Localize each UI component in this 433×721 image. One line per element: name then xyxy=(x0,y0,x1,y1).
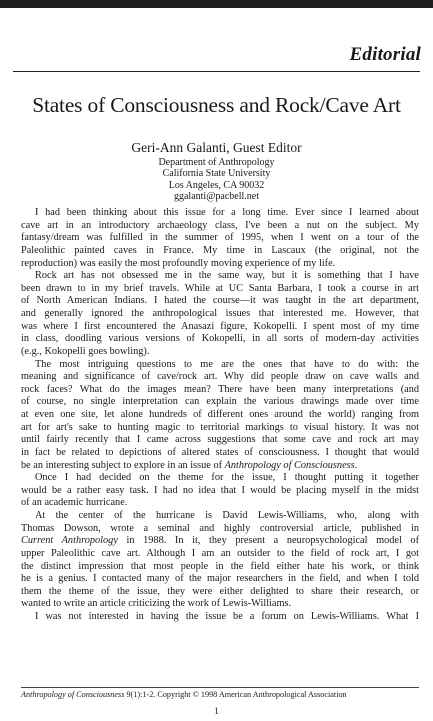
body-line: cave art in an introductory archaeology class, I've been a nut on the subject. My xyxy=(21,219,419,231)
body-line: he is a genius. I contacted many of the major researchers in the field, and when I told xyxy=(21,573,419,585)
affiliation-department: Department of Anthropology xyxy=(158,157,275,168)
body-line: rock faces? What do the images mean? There have been many interpretations (and xyxy=(21,383,419,395)
body-line: fantasy/dream was fulfilled in the summer of 1995, when I went on a tour of the xyxy=(21,232,419,244)
body-line: upper Paleolithic cave art. Although I am an outsider to the field of rock art, I got xyxy=(21,547,419,559)
body-line: of North American Indians. I hated the course—it was taught in the art department, xyxy=(21,295,419,307)
body-paragraph xyxy=(21,611,419,624)
article-body xyxy=(21,207,419,624)
body-line: art for art's sake to hunting magic to territorial markings to visual history. It was not xyxy=(21,421,419,433)
heading-rule xyxy=(13,71,420,72)
body-line: was where I first encountered the Anasazi figure, Kokopelli. I spent most of my time xyxy=(21,320,419,332)
body-line: Current Anthropology in 1988. In it, they present a neuropsychological model of xyxy=(21,535,419,547)
body-line: At the center of the hurricane is David Lewis-Williams, who, along with xyxy=(35,510,419,521)
body-line: in fact be related to depictions of altered states of consciousness. I thought that would xyxy=(21,446,419,458)
page-footer xyxy=(21,690,419,699)
section-heading: Editorial xyxy=(349,44,421,65)
body-line: reproduction) was easily the most profoundly moving experience of my life. xyxy=(21,257,336,269)
body-line: be an interesting subject to explore in an issue of Anthropology of Consciousness. xyxy=(21,459,358,471)
body-paragraph xyxy=(21,359,419,473)
body-line: meaning and significance of cave/rock art. Why did people draw on cave walls and xyxy=(21,371,419,383)
article-author: Geri-Ann Galanti, Guest Editor xyxy=(131,140,302,155)
body-line: of course, no single interpretation can explain the various drawings made over time xyxy=(21,396,419,408)
body-line: Paleolithic painted caves in France. My time in Lascaux (the original, not the xyxy=(21,244,419,256)
affiliation-address: Los Angeles, CA 90032 xyxy=(168,179,265,191)
body-paragraph xyxy=(21,207,419,270)
body-line: (e.g., Kokopelli goes bowling). xyxy=(21,345,150,357)
body-line: and generally ignored the anthropological issues that interested me. However, that xyxy=(21,308,419,319)
author-affiliation xyxy=(0,157,433,203)
body-line: The most intriguing questions to me are the ones that have to do with: the xyxy=(35,358,419,370)
body-line: would be a rather easy task. I had no idea that I would be placing myself in the midst xyxy=(21,484,419,496)
affiliation-university: California State University xyxy=(162,168,271,180)
body-line: been drawn to in my brief travels. While at UC Santa Barbara, I took a course in art xyxy=(21,282,419,294)
body-line: until fairly recently that I came across suggestions that some cave and rock art may xyxy=(21,434,419,446)
body-line: them the theme of the issue, they were either delighted to share their research, or xyxy=(21,585,419,597)
body-line: Once I had decided on the theme for the issue, I thought putting it together xyxy=(35,472,419,484)
body-line: at even one site, let alone hundreds of different ones around the world) ranging from xyxy=(21,409,419,420)
footer-rule xyxy=(21,687,419,688)
body-line: in class, doodling various versions of Kokopelli, in all sorts of modern-day activities xyxy=(21,333,419,345)
body-line: I was not interested in having the issue be a forum on Lewis-Williams. What I xyxy=(35,611,419,622)
body-line: wanted to write an article criticizing the work of Lewis-Williams. xyxy=(21,598,292,610)
body-line: the distinct impression that most people in the field either hate his work, or think xyxy=(21,560,419,572)
affiliation-email: ggalanti@pacbell.net xyxy=(173,191,259,203)
body-line: Rock art has not obsessed me in the same way, but it is something that I have xyxy=(35,270,419,282)
body-paragraph xyxy=(21,510,419,611)
body-line: of an academic hurricane. xyxy=(21,497,128,509)
body-paragraph xyxy=(21,472,419,510)
body-paragraph xyxy=(21,270,419,358)
footer-citation: Anthropology of Consciousness 9(1):1-2. Copyright © 1998 American Anthropological Association xyxy=(21,690,347,699)
body-line: I had been thinking about this issue for a long time. Ever since I learned about xyxy=(35,207,419,218)
body-line: Thomas Dowson, wrote a seminal and highly controversial article, published in xyxy=(21,522,419,534)
top-edge-bar xyxy=(0,0,433,8)
page-number: 1 xyxy=(214,706,219,716)
article-title: States of Consciousness and Rock/Cave Art xyxy=(32,93,401,117)
